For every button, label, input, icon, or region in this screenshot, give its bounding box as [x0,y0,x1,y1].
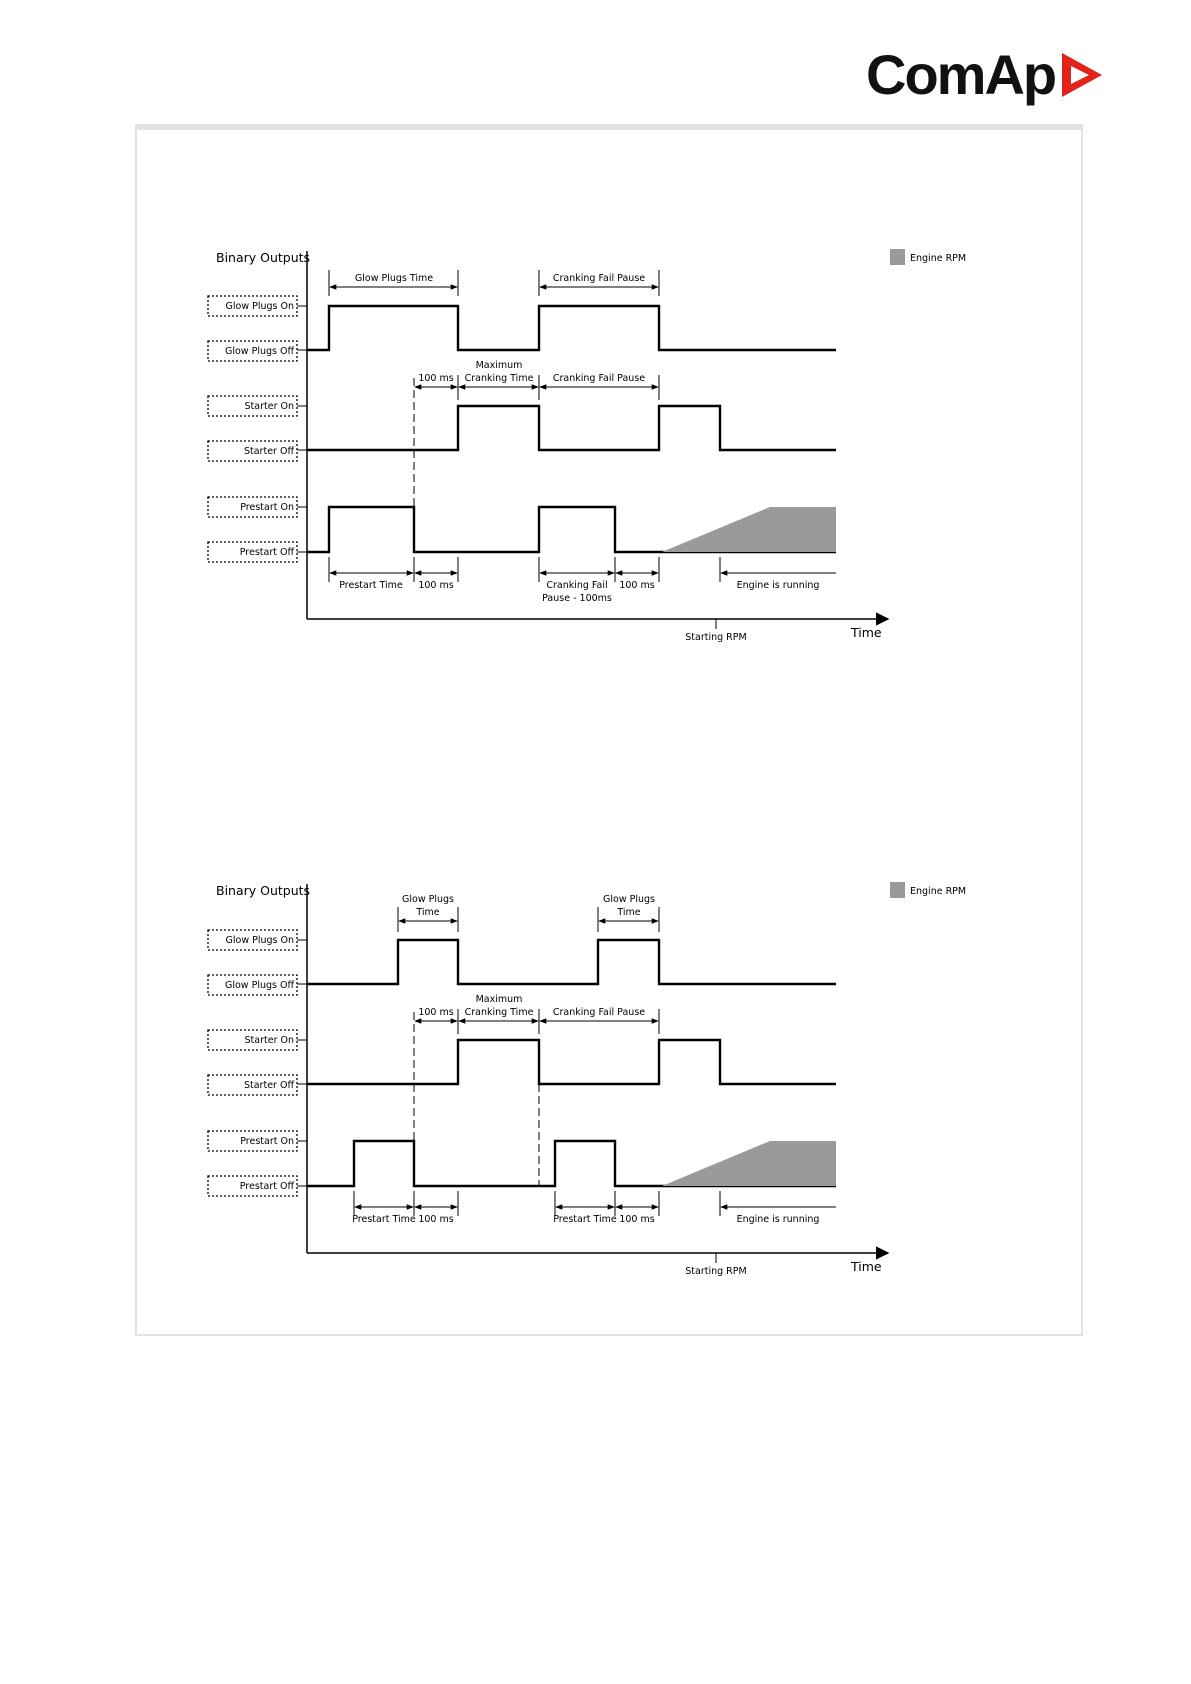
row-label-glow-plugs-on [208,296,307,316]
row-label-starter-off [208,441,307,461]
x-axis-label: Time [851,625,882,640]
engine-rpm-ramp [662,1141,836,1186]
starter-waveform [307,1040,836,1084]
span-label: Cranking Time [464,373,534,384]
row-label-text: Prestart Off [239,547,294,558]
diagram-title: Binary Outputs [216,883,311,898]
span-label: Time [416,907,440,918]
row-label-text: Prestart On [240,1136,294,1147]
diagram-title: Binary Outputs [216,250,311,265]
glow-plugs-waveform [307,940,836,984]
row-label-prestart-on [208,497,307,517]
legend-swatch [890,882,905,898]
row-label-text: Glow Plugs On [225,935,294,946]
row-label-starter-on [208,1030,307,1050]
span-label: Cranking Time [464,1007,534,1018]
x-axis-label: Time [851,1259,882,1274]
span-label: 100 ms [619,1214,655,1225]
starting-rpm-label: Starting RPM [685,632,747,643]
row-label-prestart-on [208,1131,307,1151]
logo-text: ComAp [866,43,1056,106]
span-label: Engine is running [736,580,820,591]
row-label-text: Starter On [244,401,294,412]
span-label: 100 ms [619,580,655,591]
row-label-glow-plugs-on [208,930,307,950]
glow-plugs-waveform [307,306,836,350]
legend-label: Engine RPM [910,886,967,897]
span-label: Cranking Fail [546,580,608,591]
span-label: Cranking Fail Pause [552,373,646,384]
legend-swatch [890,249,905,265]
engine-rpm-ramp [662,507,836,552]
row-label-starter-off [208,1075,307,1095]
timing-diagram-1 [208,249,966,643]
span-label: Prestart Time [553,1214,617,1225]
span-label: Maximum [475,360,523,371]
span-label: Glow Plugs [603,894,655,905]
span-label: Prestart Time [352,1214,416,1225]
span-label: Cranking Fail Pause [552,273,646,284]
legend-label: Engine RPM [910,253,967,264]
span-label: Maximum [475,994,523,1005]
row-label-text: Glow Plugs On [225,301,294,312]
row-label-starter-on [208,396,307,416]
row-label-prestart-off [208,542,307,562]
row-label-prestart-off [208,1176,307,1196]
row-label-glow-plugs-off [208,975,307,995]
row-label-text: Starter Off [243,446,294,457]
starter-waveform [307,406,836,450]
row-label-text: Starter On [244,1035,294,1046]
span-label: Glow Plugs [402,894,454,905]
span-label: 100 ms [418,580,454,591]
row-label-text: Prestart Off [239,1181,294,1192]
row-label-glow-plugs-off [208,341,307,361]
span-label: Engine is running [736,1214,820,1225]
row-label-text: Starter Off [243,1080,294,1091]
timing-diagram-2 [208,882,966,1277]
starting-rpm-label: Starting RPM [685,1266,747,1277]
span-label: Glow Plugs Time [354,273,434,284]
span-label: 100 ms [418,1214,454,1225]
span-label: 100 ms [418,1007,454,1018]
span-label: Time [617,907,641,918]
span-label: 100 ms [418,373,454,384]
row-label-text: Prestart On [240,502,294,513]
span-label: Prestart Time [339,580,403,591]
row-label-text: Glow Plugs Off [224,346,294,357]
row-label-text: Glow Plugs Off [224,980,294,991]
span-label: Pause - 100ms [542,593,612,604]
span-label: Cranking Fail Pause [552,1007,646,1018]
